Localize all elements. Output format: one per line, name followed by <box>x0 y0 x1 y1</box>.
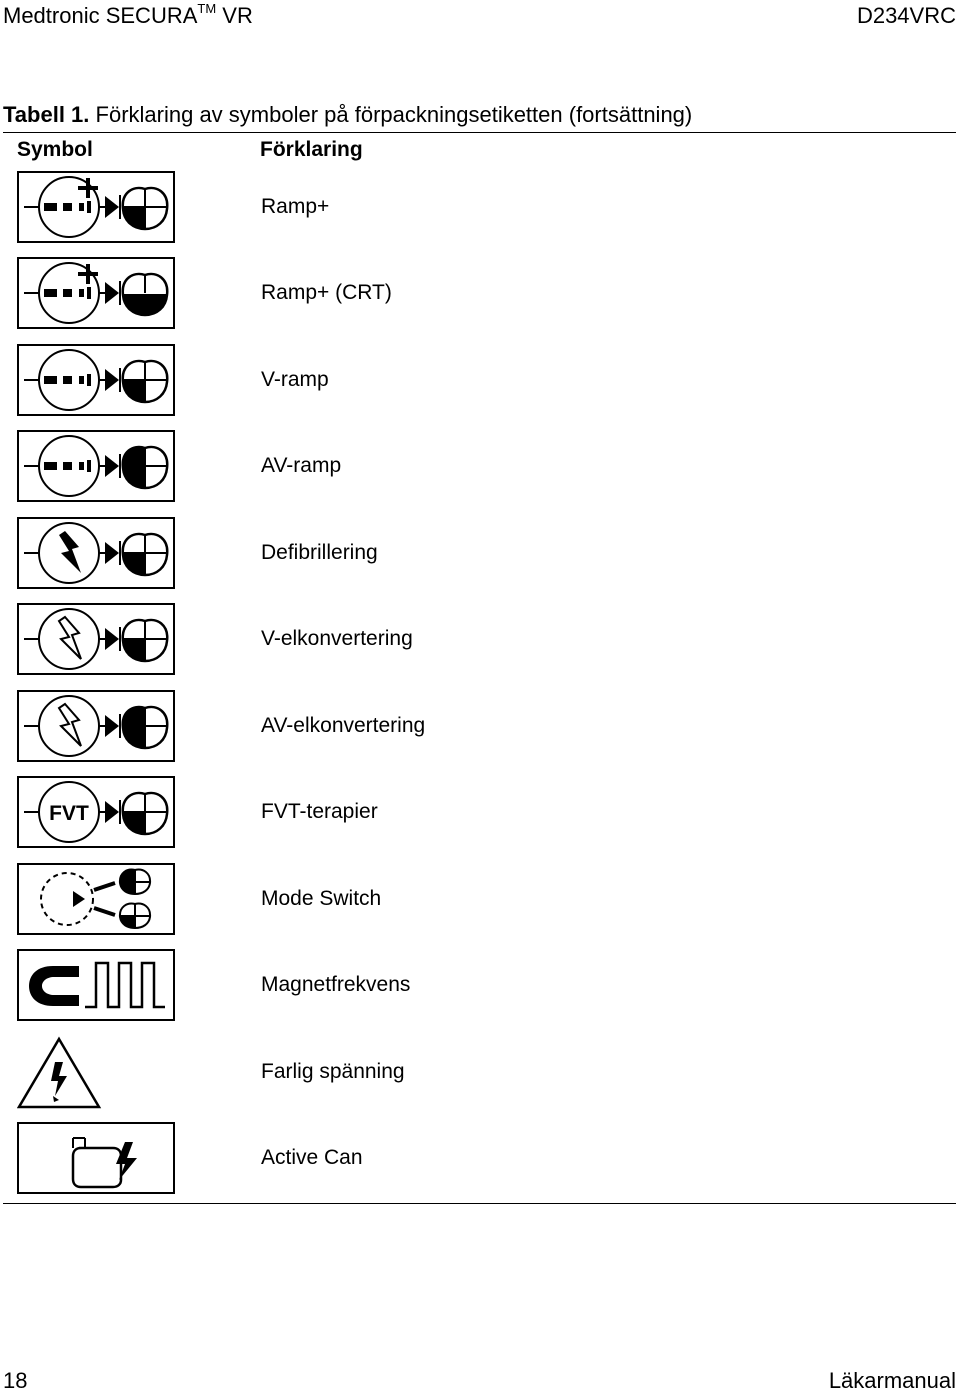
table-bottom-rule <box>3 1203 956 1204</box>
symbol-explanation: Defibrillering <box>261 541 378 564</box>
table-row <box>0 344 960 418</box>
product-name: Medtronic SECURA <box>3 3 198 28</box>
table-row <box>0 517 960 591</box>
trademark-mark: TM <box>197 1 217 16</box>
v-cardioversion-icon <box>17 603 175 675</box>
symbol-explanation: Magnetfrekvens <box>261 973 411 996</box>
table-label: Tabell 1. <box>3 102 90 127</box>
magnet-rate-icon <box>17 949 175 1021</box>
active-can-icon <box>17 1122 175 1194</box>
table-row <box>0 863 960 937</box>
symbol-explanation: FVT-terapier <box>261 800 378 823</box>
fvt-therapy-icon <box>17 776 175 848</box>
header-product <box>3 3 253 29</box>
mode-switch-icon <box>17 863 175 935</box>
symbol-explanation: V-elkonvertering <box>261 627 413 650</box>
table-caption: Förklaring av symboler på förpackningsetiketten (fortsättning) <box>89 102 693 127</box>
av-ramp-icon <box>17 430 175 502</box>
symbol-explanation: Ramp+ <box>261 195 330 218</box>
product-suffix: VR <box>216 3 253 28</box>
table-row <box>0 171 960 245</box>
symbol-explanation: V-ramp <box>261 368 329 391</box>
symbol-explanation: AV-ramp <box>261 454 342 477</box>
header-model: D234VRC <box>856 3 956 28</box>
symbol-explanation: Mode Switch <box>261 887 382 910</box>
defibrillation-icon <box>17 517 175 589</box>
column-header-symbol: Symbol <box>17 138 93 161</box>
symbol-explanation: Active Can <box>261 1146 363 1169</box>
table-row <box>0 603 960 677</box>
table-row <box>0 1036 960 1110</box>
ramp-plus-crt-icon <box>17 257 175 329</box>
av-cardioversion-icon <box>17 690 175 762</box>
table-row <box>0 776 960 850</box>
table-row <box>0 949 960 1023</box>
table-row <box>0 430 960 504</box>
table-title <box>3 102 692 128</box>
column-header-explanation: Förklaring <box>260 138 363 161</box>
manual-name: Läkarmanual <box>828 1368 956 1393</box>
dangerous-voltage-icon <box>17 1036 175 1108</box>
symbol-explanation: AV-elkonvertering <box>261 714 426 737</box>
symbol-explanation: Ramp+ (CRT) <box>261 281 392 304</box>
table-row <box>0 257 960 331</box>
fvt-label: FVT <box>49 802 89 825</box>
page-number: 18 <box>3 1368 28 1393</box>
table-top-rule <box>3 132 956 133</box>
symbol-explanation: Farlig spänning <box>261 1060 405 1083</box>
v-ramp-icon <box>17 344 175 416</box>
table-row <box>0 1122 960 1196</box>
table-row <box>0 690 960 764</box>
ramp-plus-icon <box>17 171 175 243</box>
